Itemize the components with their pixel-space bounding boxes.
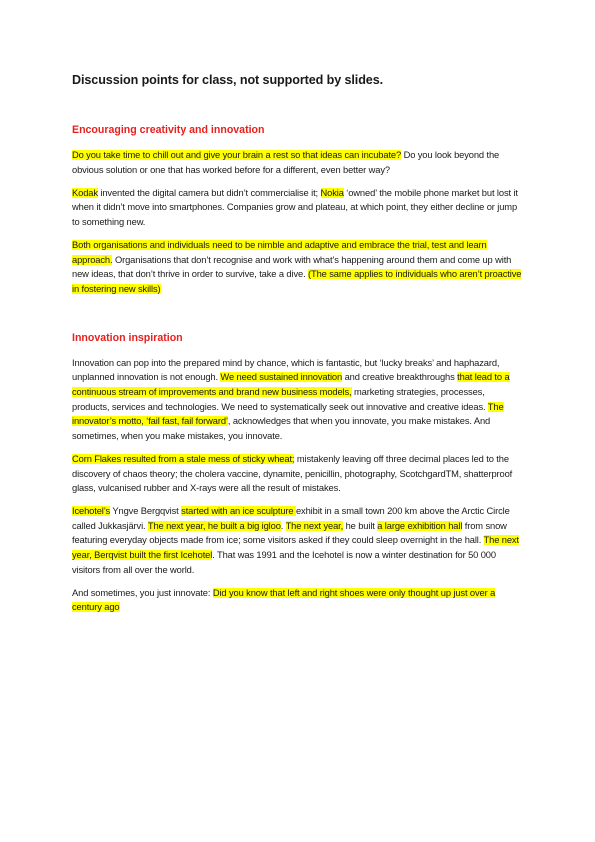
text-run: that lead to a continuous stream of improvements and brand new business models, — [72, 372, 510, 398]
paragraph — [72, 356, 524, 444]
text-run: marketing strategies, processes, products, services and technologies. We need to systematically seek out innovative and creative ideas. — [72, 387, 488, 412]
paragraph — [72, 452, 524, 496]
text-run: ‘owned’ the mobile phone market but lost it when it didn’t move into smartphones. Companies grow and plateau, at which point, they either decline or jump to something new. — [72, 187, 518, 227]
text-run: The next year, Berqvist built the first Icehotel — [72, 535, 519, 560]
text-run: a large exhibition hall — [377, 520, 463, 531]
text-run: Both organisations and individuals need to be nimble and adaptive and embrace the trial, test and learn approach. — [72, 239, 487, 265]
text-run: Organisations that don’t recognise and work with what’s happening around them and come up with new ideas, that don’t thrive in order to survive, take a dive. — [72, 254, 512, 280]
text-run: exhibit in a small town 200 km above the Arctic Circle called Jukkasjärvi. — [72, 506, 510, 531]
text-run: Yngve Bergqvist — [110, 506, 182, 517]
section-heading: Encouraging creativity and innovation — [72, 124, 265, 136]
text-run: The next year, — [285, 520, 344, 531]
text-run: We need sustained innovation — [220, 372, 343, 383]
text-run: from snow featuring everyday objects made from ice; some visitors asked if they could sleep overnight in the hall. — [72, 520, 507, 546]
section-innovation-inspiration — [72, 332, 524, 615]
text-run: invented the digital camera but didn’t commercialise it; — [97, 187, 321, 198]
text-run: Corn Flakes resulted from a stale mess of sticky wheat; — [72, 453, 295, 464]
text-run: The next year, he built a big igloo — [147, 520, 281, 531]
text-run: And sometimes, you just innovate: — [72, 587, 213, 598]
paragraph — [72, 238, 524, 296]
text-run: Icehotel’s — [72, 506, 111, 517]
document-title: Discussion points for class, not supported by slides. — [72, 73, 384, 87]
paragraph — [72, 504, 524, 577]
section-encouraging-creativity — [72, 124, 524, 296]
text-run: Nokia — [320, 187, 344, 198]
text-run: (The same applies to individuals who aren’t proactive in fostering new skills) — [72, 269, 522, 294]
text-run: The innovator’s motto, ‘fail fast, fail forward’ — [72, 401, 504, 427]
text-run: and creative breakthroughs — [342, 372, 458, 383]
text-run: started with an ice sculpture — [181, 506, 296, 517]
text-run: . That was 1991 and the Icehotel is now a winter destination for 50 000 visitors from all over the world. — [72, 549, 496, 575]
text-run: Kodak — [72, 187, 98, 198]
paragraph — [72, 186, 524, 230]
text-run: Do you look beyond the obvious solution or one that has worked before for a different, even better way? — [72, 150, 500, 175]
document-page — [72, 72, 524, 623]
text-run: Did you know that left and right shoes were only thought up just over a century ago — [72, 587, 496, 613]
text-run: mistakenly leaving off three decimal places led to the discovery of chaos theory; the cholera vaccine, dynamite, penicillin, photography, ScotchgardTM, shatterproof glass, vulcanised rubber and X-rays were all the result of mistakes. — [72, 453, 513, 494]
paragraph — [72, 586, 524, 615]
text-run: Do you take time to chill out and give your brain a rest so that ideas can incubate? — [72, 150, 402, 160]
section-spacer — [72, 305, 524, 332]
section-heading: Innovation inspiration — [72, 331, 183, 344]
paragraph — [72, 148, 524, 177]
text-run: . — [280, 520, 286, 531]
text-run: he built — [343, 520, 378, 531]
text-run: Innovation can pop into the prepared mind by chance, which is fantastic, but ‘lucky breaks’ and haphazard, unplanned innovation is not enough. — [72, 357, 500, 383]
text-run: , acknowledges that when you innovate, you make mistakes. And sometimes, when you make mistakes, you innovate. — [72, 416, 491, 441]
